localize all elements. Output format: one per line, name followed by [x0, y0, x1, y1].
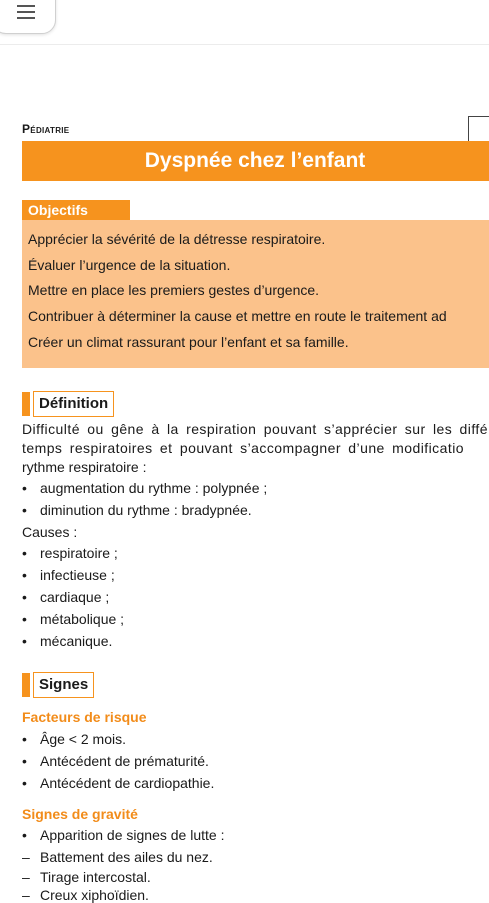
dash-icon: –: [22, 869, 30, 885]
list-item: • Âge < 2 mois.: [22, 731, 126, 747]
bullet-icon: •: [22, 480, 27, 496]
section-marker: [22, 392, 30, 416]
list-item: • infectieuse ;: [22, 567, 115, 583]
bullet-icon: •: [22, 545, 27, 561]
bullet-icon: •: [22, 827, 27, 843]
objective-item: Mettre en place les premiers gestes d’urgence.: [28, 282, 320, 298]
bullet-icon: •: [22, 731, 27, 747]
section-marker: [22, 673, 30, 697]
list-item: • augmentation du rythme : polypnée ;: [22, 480, 268, 496]
list-item: • Apparition de signes de lutte :: [22, 827, 225, 843]
page-corner-box: [468, 116, 489, 142]
definition-line: temps respiratoires et pouvant s’accompagner d’une modificatio: [22, 440, 464, 456]
bullet-icon: •: [22, 502, 27, 518]
bullet-icon: •: [22, 775, 27, 791]
signes-header: Signes: [33, 672, 94, 698]
dash-icon: –: [22, 849, 30, 865]
list-item: – Battement des ailes du nez.: [22, 849, 213, 865]
bullet-icon: •: [22, 589, 27, 605]
category-label: Pédiatrie: [22, 122, 70, 136]
objective-item: Évaluer l’urgence de la situation.: [28, 257, 231, 273]
list-item: • Antécédent de prématurité.: [22, 753, 209, 769]
definition-line: Difficulté ou gêne à la respiration pouvant s’apprécier sur les diffé: [22, 421, 488, 437]
risk-factors-title: Facteurs de risque: [22, 709, 147, 725]
objectives-header: Objectifs: [22, 200, 130, 220]
list-item: • métabolique ;: [22, 611, 125, 627]
objective-item: Contribuer à déterminer la cause et mettre en route le traitement ad: [28, 308, 447, 324]
page-title: Dyspnée chez l’enfant: [144, 149, 366, 172]
bullet-icon: •: [22, 567, 27, 583]
objective-item: Apprécier la sévérité de la détresse respiratoire.: [28, 231, 326, 247]
definition-header: Définition: [33, 391, 114, 417]
objectives-box: [22, 220, 489, 368]
objective-item: Créer un climat rassurant pour l’enfant et sa famille.: [28, 334, 349, 350]
bullet-icon: •: [22, 611, 27, 627]
bullet-icon: •: [22, 753, 27, 769]
bullet-icon: •: [22, 633, 27, 649]
list-item: – Tirage intercostal.: [22, 869, 151, 885]
list-item: • cardiaque ;: [22, 589, 110, 605]
list-item: • diminution du rythme : bradypnée.: [22, 502, 252, 518]
list-item: • mécanique.: [22, 633, 113, 649]
gravity-signs-title: Signes de gravité: [22, 806, 138, 822]
list-item: • respiratoire ;: [22, 545, 118, 561]
list-item: – Creux xiphoïdien.: [22, 887, 149, 903]
title-banner: [22, 141, 489, 181]
list-item: • Antécédent de cardiopathie.: [22, 775, 215, 791]
causes-label: Causes :: [22, 524, 78, 540]
dash-icon: –: [22, 887, 30, 903]
definition-line: rythme respiratoire :: [22, 459, 147, 475]
